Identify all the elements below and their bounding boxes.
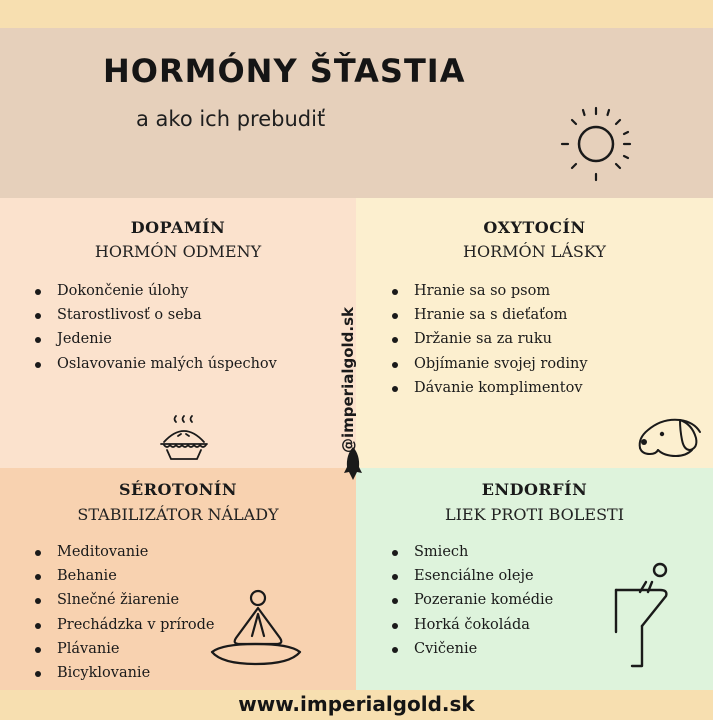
- list-item: Hranie sa s dieťaťom: [392, 303, 588, 327]
- quadrant-subtitle: STABILIZÁTOR NÁLADY: [77, 505, 279, 524]
- quadrant-serotonin: [0, 468, 356, 690]
- list-item: Smiech: [392, 540, 553, 564]
- list-item: Dokončenie úlohy: [35, 279, 277, 303]
- list-item: Meditovanie: [35, 540, 215, 564]
- meditation-icon: [206, 588, 306, 670]
- quadrant-endorfin: [356, 468, 713, 690]
- quadrant-subtitle: HORMÓN LÁSKY: [463, 242, 606, 261]
- list-item: Bicyklovanie: [35, 661, 215, 685]
- item-list: [35, 279, 277, 376]
- item-list: [392, 540, 553, 661]
- list-item: Plávanie: [35, 637, 215, 661]
- quadrant-oxytocin: [356, 198, 713, 468]
- list-item: Horká čokoláda: [392, 613, 553, 637]
- page-title: HORMÓNY ŠŤASTIA: [103, 52, 466, 90]
- list-item: Slnečné žiarenie: [35, 588, 215, 612]
- quadrant-dopamin: [0, 198, 356, 468]
- quadrant-title: OXYTOCÍN: [483, 218, 586, 237]
- dog-icon: [634, 408, 704, 468]
- page-subtitle: a ako ich prebudiť: [136, 107, 326, 131]
- list-item: Oslavovanie malých úspechov: [35, 352, 277, 376]
- quadrant-subtitle: HORMÓN ODMENY: [94, 242, 262, 261]
- list-item: Držanie sa za ruku: [392, 327, 588, 351]
- list-item: Behanie: [35, 564, 215, 588]
- quadrant-title: DOPAMÍN: [130, 218, 226, 237]
- list-item: Objímanie svojej rodiny: [392, 352, 588, 376]
- watermark-text: @imperialgold.sk: [339, 306, 357, 454]
- list-item: Starostlivosť o seba: [35, 303, 277, 327]
- list-item: Jedenie: [35, 327, 277, 351]
- watermark: [334, 290, 362, 470]
- sun-icon: [558, 104, 638, 184]
- list-item: Pozeranie komédie: [392, 588, 553, 612]
- list-item: Cvičenie: [392, 637, 553, 661]
- footer-url[interactable]: www.imperialgold.sk: [238, 692, 475, 716]
- stretching-figure-icon: [606, 560, 676, 670]
- rocket-icon: [344, 446, 362, 484]
- quadrant-title: SÉROTONÍN: [118, 480, 238, 499]
- quadrant-title: ENDORFÍN: [481, 480, 588, 499]
- item-list: [35, 540, 215, 685]
- item-list: [392, 279, 588, 400]
- list-item: Prechádzka v prírode: [35, 613, 215, 637]
- list-item: Hranie sa so psom: [392, 279, 588, 303]
- list-item: Dávanie komplimentov: [392, 376, 588, 400]
- pie-icon: [158, 414, 210, 462]
- top-band: [0, 0, 713, 28]
- list-item: Esenciálne oleje: [392, 564, 553, 588]
- quadrant-subtitle: LIEK PROTI BOLESTI: [444, 505, 625, 524]
